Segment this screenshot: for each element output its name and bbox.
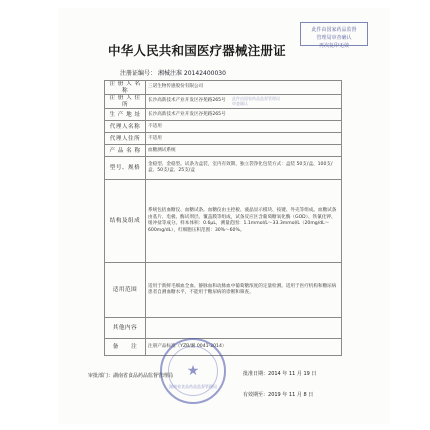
row-value: 注册产品标准（YZB/湘 0041-2014）	[146, 339, 342, 356]
table-row	[105, 121, 342, 133]
approval-department-value: 湖南省食品药品监督管理局	[113, 373, 174, 379]
row-label: 适用范围	[105, 263, 146, 318]
row-label: 注 册 人 名 称	[105, 81, 146, 95]
table-row	[105, 157, 342, 180]
row-label: 其他内容	[105, 318, 146, 339]
table-row	[105, 263, 342, 318]
table-row	[105, 339, 342, 356]
row-value: 系统包括血糖仪、血糖试条。血糖仪由主控板、液晶显示模块、按键、外壳等组成。血糖试条由基片、电极、酶试剂层、覆盖膜等组成，试条反应区含葡萄糖氧化酶（GOD）、铁氰化钾、缓冲盐等成分。样本体积：0.6μL，测量范围：1.1mmol/L～33.3mmol/L（20mg/dL～600mg/dL），红细胞压积范围：30%～60%。	[146, 180, 342, 263]
overlay-stamp	[232, 96, 306, 110]
table-row	[105, 145, 342, 157]
registration-number-label: 注册证编号：	[120, 70, 157, 77]
row-value: 三诺生物传感股份有限公司	[146, 81, 342, 95]
expiry-date-label: 有效期至：	[243, 392, 269, 398]
approval-department	[88, 372, 173, 379]
row-label: 注 册 人 住 所	[105, 95, 146, 109]
approval-date-label: 批准日期：	[243, 371, 269, 377]
row-label: 生 产 地 址	[105, 109, 146, 121]
row-value: 长沙高新技术产业开发区谷苑路265号	[146, 95, 342, 109]
row-value: 不适用	[146, 133, 342, 145]
overlay-stamp-line2: 审查确认	[232, 101, 248, 106]
row-value: 金稳型、金稳型。试条为盒装，室内有效期、独立袋净化包装方式：盒装 50支/盒、100支/盒、50支/盒、25支/盒	[146, 157, 342, 180]
row-value: 血糖测试系统	[146, 145, 342, 157]
row-value: 不适用	[146, 121, 342, 133]
row-label: 产 品 名 称	[105, 145, 146, 157]
verification-stamp-line1: 此件由国家药品监督	[311, 27, 357, 33]
official-seal	[160, 338, 226, 404]
registration-number-value: 湘械注准 20142400030	[158, 70, 226, 77]
approval-date	[243, 370, 316, 377]
approval-department-label: 审批部门：	[88, 373, 114, 379]
table-row	[105, 81, 342, 95]
row-value: 适用于新鲜毛细血全血、静脉血和动脉血中葡萄糖浓度的定量检测。适用于医疗机构和糖尿病患者自测血糖水平，不能用于糖尿病的诊断和筛查。	[146, 263, 342, 318]
seal-text: 湖南省食品药品监督管理局	[169, 384, 217, 389]
expiry-date	[243, 391, 313, 398]
table-row	[105, 109, 342, 121]
overlay-stamp-line1: 此件由国家药品监督管理局	[232, 96, 280, 101]
registration-number	[120, 68, 226, 77]
row-label: 结构及组成	[105, 180, 146, 263]
expiry-date-value: 2019 年 11 月 8 日	[268, 392, 314, 398]
table-row	[105, 133, 342, 145]
row-value	[146, 318, 342, 339]
approval-date-value: 2014 年 11 月 19 日	[268, 371, 317, 377]
row-value: 长沙高新技术产业开发区谷苑路265号	[146, 109, 342, 121]
verification-stamp-line3: 再次复印无效	[318, 43, 349, 49]
verification-stamp-line2: 管理局审查确认	[316, 35, 352, 41]
certificate-title: 中华人民共和国医疗器械注册证	[108, 43, 286, 58]
row-label: 代理人住所	[105, 133, 146, 145]
row-label: 型号、规格	[105, 157, 146, 180]
row-label: 代理人名称	[105, 121, 146, 133]
seal-star-icon: ★	[186, 363, 200, 379]
row-label: 备 注	[105, 339, 146, 356]
table-row	[105, 318, 342, 339]
table-row	[105, 180, 342, 263]
registration-table	[104, 80, 342, 356]
